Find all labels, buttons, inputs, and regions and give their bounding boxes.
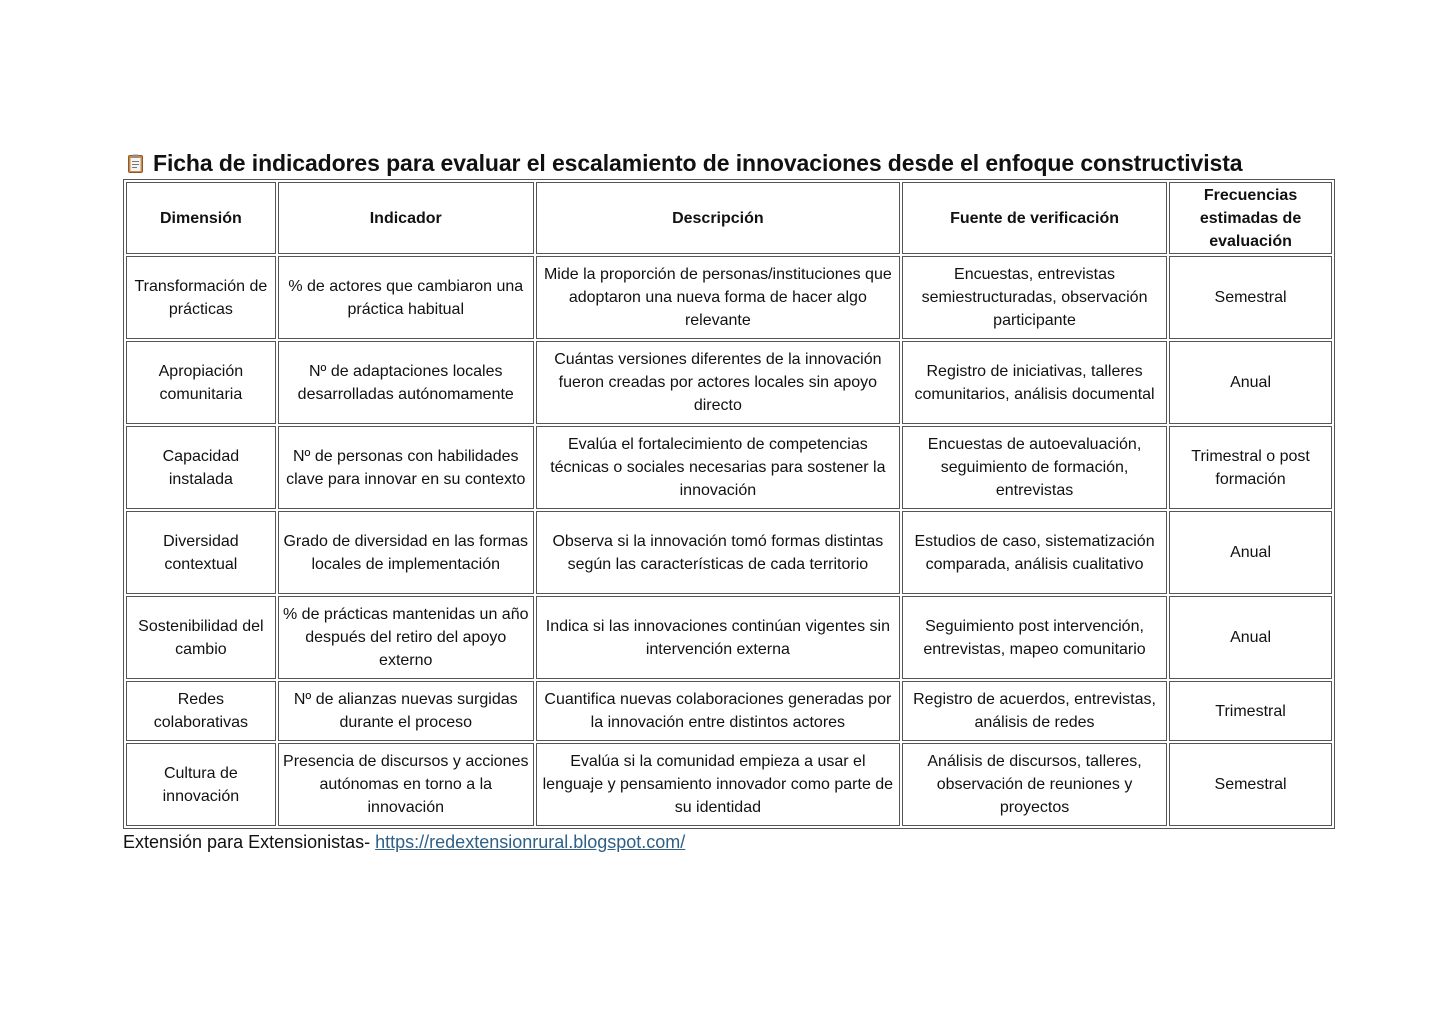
cell-frecuencia: Anual [1169,341,1332,424]
header-descripcion: Descripción [536,182,900,254]
cell-fuente: Registro de iniciativas, talleres comunitarios, análisis documental [902,341,1167,424]
cell-frecuencia: Trimestral [1169,681,1332,741]
indicators-table [123,179,1335,829]
cell-dimension: Diversidad contextual [126,511,276,594]
cell-fuente: Registro de acuerdos, entrevistas, análisis de redes [902,681,1167,741]
cell-fuente: Encuestas, entrevistas semiestructuradas, observación participante [902,256,1167,339]
footer-link[interactable]: https://redextensionrural.blogspot.com/ [375,832,686,852]
table-row [126,743,1332,826]
cell-indicador: Nº de personas con habilidades clave para innovar en su contexto [278,426,534,509]
cell-descripcion: Observa si la innovación tomó formas distintas según las características de cada territorio [536,511,900,594]
cell-fuente: Seguimiento post intervención, entrevistas, mapeo comunitario [902,596,1167,679]
table-row [126,596,1332,679]
cell-dimension: Redes colaborativas [126,681,276,741]
footer-text: Extensión para Extensionistas- [123,832,376,852]
document [123,148,1335,853]
cell-indicador: Presencia de discursos y acciones autónomas en torno a la innovación [278,743,534,826]
table-row [126,256,1332,339]
table-row [126,426,1332,509]
cell-dimension: Sostenibilidad del cambio [126,596,276,679]
cell-frecuencia: Semestral [1169,743,1332,826]
cell-frecuencia: Semestral [1169,256,1332,339]
cell-dimension: Capacidad instalada [126,426,276,509]
cell-frecuencia: Trimestral o post formación [1169,426,1332,509]
cell-dimension: Apropiación comunitaria [126,341,276,424]
cell-frecuencia: Anual [1169,596,1332,679]
cell-indicador: % de prácticas mantenidas un año después del retiro del apoyo externo [278,596,534,679]
footer [123,832,1335,853]
table-row [126,681,1332,741]
table-header-row [126,182,1332,254]
header-dimension: Dimensión [126,182,276,254]
cell-fuente: Análisis de discursos, talleres, observación de reuniones y proyectos [902,743,1167,826]
cell-indicador: Grado de diversidad en las formas locales de implementación [278,511,534,594]
cell-dimension: Cultura de innovación [126,743,276,826]
cell-descripcion: Evalúa el fortalecimiento de competencias técnicas o sociales necesarias para sostener la innovación [536,426,900,509]
header-frecuencia: Frecuencias estimadas de evaluación [1169,182,1332,254]
cell-frecuencia: Anual [1169,511,1332,594]
clipboard-icon [128,154,143,173]
cell-descripcion: Indica si las innovaciones continúan vigentes sin intervención externa [536,596,900,679]
cell-fuente: Encuestas de autoevaluación, seguimiento de formación, entrevistas [902,426,1167,509]
cell-descripcion: Cuántas versiones diferentes de la innovación fueron creadas por actores locales sin apoyo directo [536,341,900,424]
cell-indicador: % de actores que cambiaron una práctica habitual [278,256,534,339]
cell-descripcion: Cuantifica nuevas colaboraciones generadas por la innovación entre distintos actores [536,681,900,741]
header-indicador: Indicador [278,182,534,254]
table-row [126,341,1332,424]
page-title: Ficha de indicadores para evaluar el escalamiento de innovaciones desde el enfoque constructivista [153,149,1243,176]
cell-indicador: Nº de alianzas nuevas surgidas durante el proceso [278,681,534,741]
table-row [126,511,1332,594]
cell-descripcion: Evalúa si la comunidad empieza a usar el lenguaje y pensamiento innovador como parte de su identidad [536,743,900,826]
cell-dimension: Transformación de prácticas [126,256,276,339]
cell-fuente: Estudios de caso, sistematización comparada, análisis cualitativo [902,511,1167,594]
cell-descripcion: Mide la proporción de personas/instituciones que adoptaron una nueva forma de hacer algo relevante [536,256,900,339]
title-row [123,148,1335,178]
header-fuente: Fuente de verificación [902,182,1167,254]
cell-indicador: Nº de adaptaciones locales desarrolladas autónomamente [278,341,534,424]
